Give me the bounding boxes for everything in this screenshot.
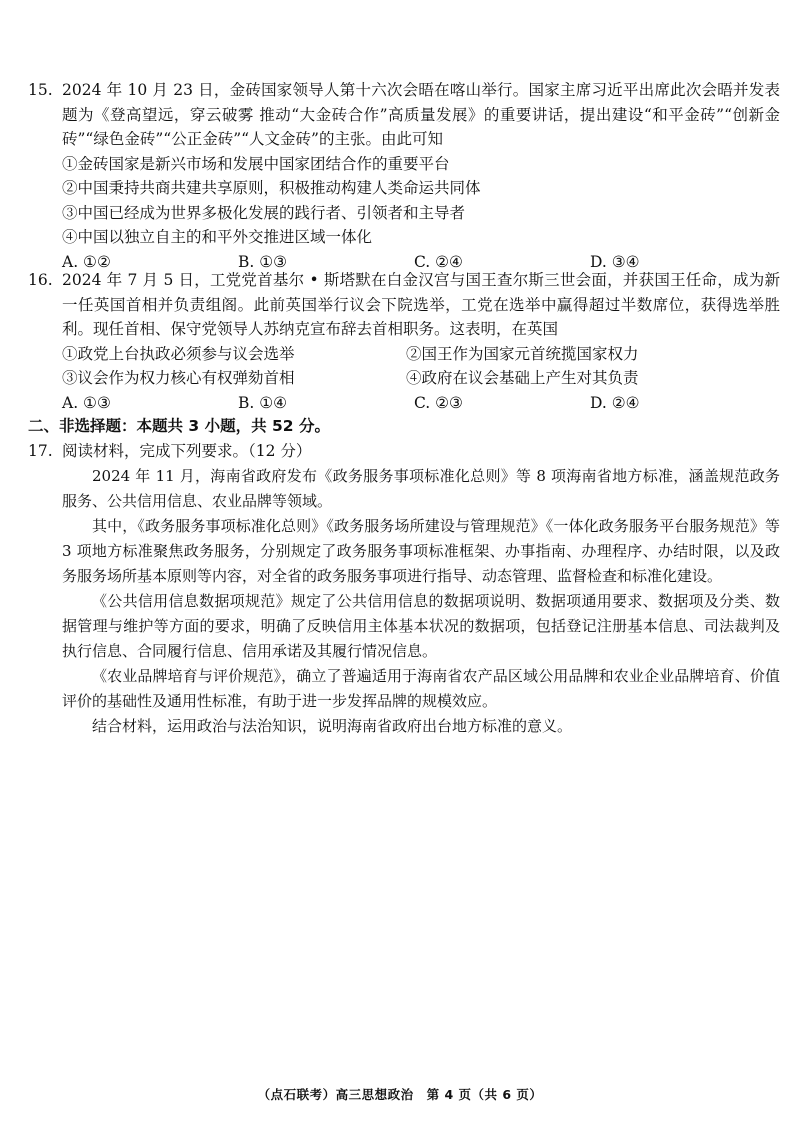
material-paragraph: 《农业品牌培育与评价规范》，确立了普遍适用于海南省农产品区域公用品牌和农业企业品牌培育、价值评价的基础性及通用性标准，有助于进一步发挥品牌的规模效应。 [62, 666, 780, 710]
question-17 [28, 439, 780, 739]
option-2: ②中国秉持共商共建共享原则，积极推动构建人类命运共同体 [62, 179, 481, 197]
material-paragraph: 其中，《政务服务事项标准化总则》《政务服务场所建设与管理规范》《一体化政务服务平台服务规范》等 3 项地方标准聚焦政务服务，分别规定了政务服务事项标准框架、办事指南、办理程序、办结时限，以及政务服务场所基本原则等内容，对全省的政务服务事项进行指导、动态管理、监督检查和标准化建设。 [62, 516, 780, 585]
option-1: ①政党上台执政必须参与议会选举 [62, 344, 295, 363]
choice-d: D. ②④ [590, 393, 640, 412]
material-paragraph: 2024 年 11 月，海南省政府发布《政务服务事项标准化总则》等 8 项海南省地方标准，涵盖规范政务服务、公共信用信息、农业品牌等领域。 [62, 466, 780, 510]
option-3: ③中国已经成为世界多极化发展的践行者、引领者和主导者 [62, 203, 466, 222]
option-3: ③议会作为权力核心有权弹劾首相 [62, 369, 295, 387]
option-4: ④中国以独立自主的和平外交推进区域一体化 [62, 228, 373, 246]
question-number: 16. [28, 271, 53, 289]
question-task: 结合材料，运用政治与法治知识，说明海南省政府出台地方标准的意义。 [92, 716, 573, 735]
question-stem: 2024 年 7 月 5 日，工党党首基尔 • 斯塔默在白金汉宫与国王查尔斯三世会面，并获国王任命，成为新一任英国首相并负责组阁。此前英国举行议会下院选举，工党在选举中赢得超过半数席位，获得选举胜利。现任首相、保守党领导人苏纳克宣布辞去首相职务。这表明，在英国 [62, 271, 780, 338]
option-4: ④政府在议会基础上产生对其负责 [406, 369, 639, 387]
material-paragraph: 《公共信用信息数据项规范》规定了公共信用信息的数据项说明、数据项通用要求、数据项及分类、数据管理与维护等方面的要求，明确了反映信用主体基本状况的数据项，包括登记注册基本信息、司法裁判及执行信息、合同履行信息、信用承诺及其履行情况信息。 [62, 591, 780, 660]
option-2: ②国王作为国家元首统揽国家权力 [406, 344, 639, 363]
question-number: 17. [28, 442, 53, 460]
question-15 [28, 78, 780, 274]
choice-b: B. ①④ [238, 393, 288, 412]
question-stem: 阅读材料，完成下列要求。（12 分） [62, 442, 312, 460]
choice-b: B. ①③ [238, 252, 288, 271]
option-1: ①金砖国家是新兴市场和发展中国家团结合作的重要平台 [62, 154, 450, 173]
choice-c: C. ②③ [414, 393, 463, 412]
question-16 [28, 268, 780, 415]
reading-material [62, 464, 780, 739]
choice-a: A. ①② [62, 252, 111, 271]
choice-a: A. ①③ [62, 393, 111, 412]
page-footer: （点石联考）高三思想政治 第 4 页（共 6 页） [257, 1087, 543, 1102]
option-row [62, 342, 780, 367]
section-heading: 二、非选择题：本题共 3 小题，共 52 分。 [28, 417, 330, 435]
question-stem: 2024 年 10 月 23 日，金砖国家领导人第十六次会晤在喀山举行。国家主席习近平出席此次会晤并发表题为《登高望远，穿云破雾 推动“大金砖合作”高质量发展》的重要讲话，提出建设“和平金砖”“创新金砖”“绿色金砖”“公正金砖”“人文金砖”的主张。由此可知 [62, 81, 780, 148]
option-row [62, 366, 780, 391]
choice-d: D. ③④ [590, 252, 640, 271]
answer-choices [62, 391, 780, 416]
choice-c: C. ②④ [414, 252, 463, 271]
question-number: 15. [28, 81, 53, 99]
